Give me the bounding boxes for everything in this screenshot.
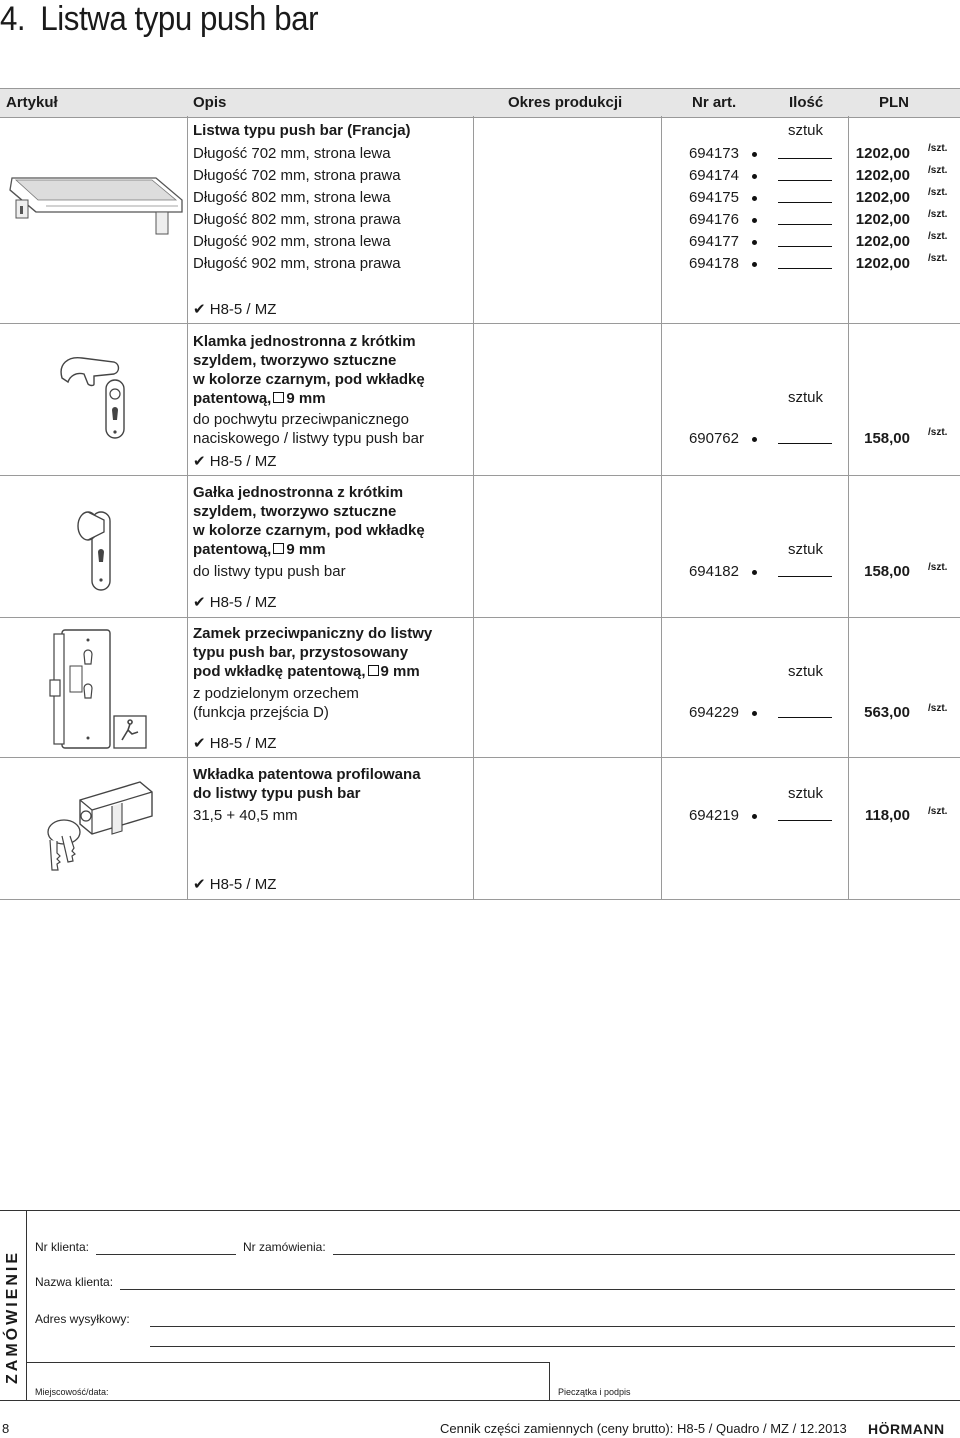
brand-logo: HÖRMANN (868, 1421, 945, 1437)
product3-line2: szyldem, tworzywo sztuczne (193, 503, 397, 520)
product2-line1: Klamka jednostronna z krótkim (193, 333, 416, 350)
bullet-icon (752, 437, 757, 442)
customer-no-label: Nr klienta: (35, 1240, 90, 1254)
product4-line2: typu push bar, przystosowany (193, 644, 409, 661)
variant-article-no: 694178 (688, 255, 739, 272)
product2-price-unit: /szt. (928, 427, 948, 438)
product2-applicability: ✔ H8-5 / MZ (193, 453, 277, 470)
product4-line1: Zamek przeciwpaniczny do listwy (193, 625, 433, 642)
product5-line2: do listwy typu push bar (193, 785, 361, 802)
product5-qty-field[interactable] (778, 820, 832, 821)
product5-line1: Wkładka patentowa profilowana (193, 766, 421, 783)
product3-line3: w kolorze czarnym, pod wkładkę (193, 522, 425, 539)
product5-article-no: 694219 (688, 807, 739, 824)
product2-sub1: do pochwytu przeciwpanicznego (193, 411, 409, 428)
product5-price: 118,00 (864, 807, 910, 824)
product3-price-unit: /szt. (928, 562, 948, 573)
bullet-icon (752, 262, 757, 267)
header-article-no: Nr art. (692, 94, 737, 111)
product5-applicability: ✔ H8-5 / MZ (193, 876, 277, 893)
push-bar-image (6, 170, 184, 240)
product3-sub1: do listwy typu push bar (193, 563, 346, 580)
product2-price: 158,00 (864, 430, 910, 447)
header-quantity: Ilość (789, 94, 824, 111)
bullet-icon (752, 814, 757, 819)
variant-description: Długość 702 mm, strona lewa (193, 145, 391, 162)
product4-applicability: ✔ H8-5 / MZ (193, 735, 277, 752)
product1-qty-unit: sztuk (788, 122, 824, 139)
bullet-icon (752, 218, 757, 223)
header-description: Opis (193, 94, 227, 111)
variant-article-no: 694175 (688, 189, 739, 206)
variant-price: 1202,00 (855, 167, 910, 184)
square-symbol-icon (368, 665, 379, 676)
product3-price: 158,00 (864, 563, 910, 580)
customer-no-field[interactable] (96, 1254, 236, 1255)
product4-qty-field[interactable] (778, 717, 832, 718)
product4-sub2: (funkcja przejścia D) (193, 704, 329, 721)
variant-price-unit: /szt. (928, 209, 948, 220)
customer-name-field[interactable] (120, 1289, 955, 1290)
variant-price-unit: /szt. (928, 143, 948, 154)
shipping-address-field[interactable] (150, 1326, 955, 1327)
table-header (0, 88, 960, 118)
bullet-icon (752, 240, 757, 245)
variant-price-unit: /szt. (928, 253, 948, 264)
bullet-icon (752, 152, 757, 157)
variant-qty-field[interactable] (778, 224, 832, 225)
knob-image (70, 500, 140, 600)
product3-line4: patentową, 9 mm (193, 541, 326, 558)
order-side-label: ZAMÓWIENIE (4, 1250, 21, 1384)
variant-price: 1202,00 (855, 211, 910, 228)
variant-qty-field[interactable] (778, 180, 832, 181)
square-symbol-icon (273, 543, 284, 554)
product4-qty-unit: sztuk (788, 663, 824, 680)
variant-price-unit: /szt. (928, 231, 948, 242)
product4-article-no: 694229 (688, 704, 739, 721)
variant-price: 1202,00 (855, 189, 910, 206)
lever-handle-image (54, 350, 140, 442)
product1-title: Listwa typu push bar (Francja) (193, 122, 411, 139)
product4-line3: pod wkładkę patentową, 9 mm (193, 663, 420, 680)
variant-price-unit: /szt. (928, 187, 948, 198)
product3-applicability: ✔ H8-5 / MZ (193, 594, 277, 611)
footer-doc-title: Cennik części zamiennych (ceny brutto): H8-5 / Quadro / MZ / 12.2013 (440, 1421, 847, 1436)
shipping-address-label: Adres wysyłkowy: (35, 1312, 130, 1326)
bullet-icon (752, 711, 757, 716)
variant-article-no: 694174 (688, 167, 739, 184)
variant-qty-field[interactable] (778, 202, 832, 203)
square-symbol-icon (273, 392, 284, 403)
variant-article-no: 694176 (688, 211, 739, 228)
variant-price: 1202,00 (855, 255, 910, 272)
product3-article-no: 694182 (688, 563, 739, 580)
variant-qty-field[interactable] (778, 246, 832, 247)
place-date-label: Miejscowość/data: (35, 1387, 109, 1397)
variant-description: Długość 802 mm, strona prawa (193, 211, 401, 228)
shipping-address-field-2[interactable] (150, 1346, 955, 1347)
variant-qty-field[interactable] (778, 158, 832, 159)
panic-lock-image (48, 626, 158, 752)
header-currency: PLN (879, 94, 909, 111)
variant-description: Długość 802 mm, strona lewa (193, 189, 391, 206)
product2-line3: w kolorze czarnym, pod wkładkę (193, 371, 425, 388)
product2-sub2: naciskowego / listwy typu push bar (193, 430, 424, 447)
product2-article-no: 690762 (688, 430, 739, 447)
variant-price: 1202,00 (855, 145, 910, 162)
product3-qty-unit: sztuk (788, 541, 824, 558)
product5-price-unit: /szt. (928, 806, 948, 817)
variant-description: Długość 902 mm, strona prawa (193, 255, 401, 272)
product2-qty-field[interactable] (778, 443, 832, 444)
header-production-period: Okres produkcji (508, 94, 623, 111)
page-title: 4. Listwa typu push bar (0, 0, 319, 38)
customer-name-label: Nazwa klienta: (35, 1275, 114, 1289)
variant-price-unit: /szt. (928, 165, 948, 176)
product3-line1: Gałka jednostronna z krótkim (193, 484, 404, 501)
order-no-field[interactable] (333, 1254, 955, 1255)
product5-sub1: 31,5 + 40,5 mm (193, 807, 298, 824)
variant-article-no: 694177 (688, 233, 739, 250)
variant-article-no: 694173 (688, 145, 739, 162)
page-number: 8 (2, 1421, 10, 1436)
product2-line4: patentową, 9 mm (193, 390, 326, 407)
product4-price: 563,00 (864, 704, 910, 721)
header-article: Artykuł (6, 94, 58, 111)
stamp-signature-label: Pieczątka i podpis (558, 1387, 631, 1397)
variant-description: Długość 702 mm, strona prawa (193, 167, 401, 184)
variant-price: 1202,00 (855, 233, 910, 250)
variant-qty-field[interactable] (778, 268, 832, 269)
cylinder-lock-image (40, 770, 160, 880)
bullet-icon (752, 174, 757, 179)
order-no-label: Nr zamówienia: (243, 1240, 326, 1254)
product2-line2: szyldem, tworzywo sztuczne (193, 352, 397, 369)
variant-description: Długość 902 mm, strona lewa (193, 233, 391, 250)
product4-sub1: z podzielonym orzechem (193, 685, 359, 702)
product2-qty-unit: sztuk (788, 389, 824, 406)
bullet-icon (752, 570, 757, 575)
product3-qty-field[interactable] (778, 576, 832, 577)
product4-price-unit: /szt. (928, 703, 948, 714)
product5-qty-unit: sztuk (788, 785, 824, 802)
bullet-icon (752, 196, 757, 201)
product1-applicability: ✔ H8-5 / MZ (193, 301, 277, 318)
